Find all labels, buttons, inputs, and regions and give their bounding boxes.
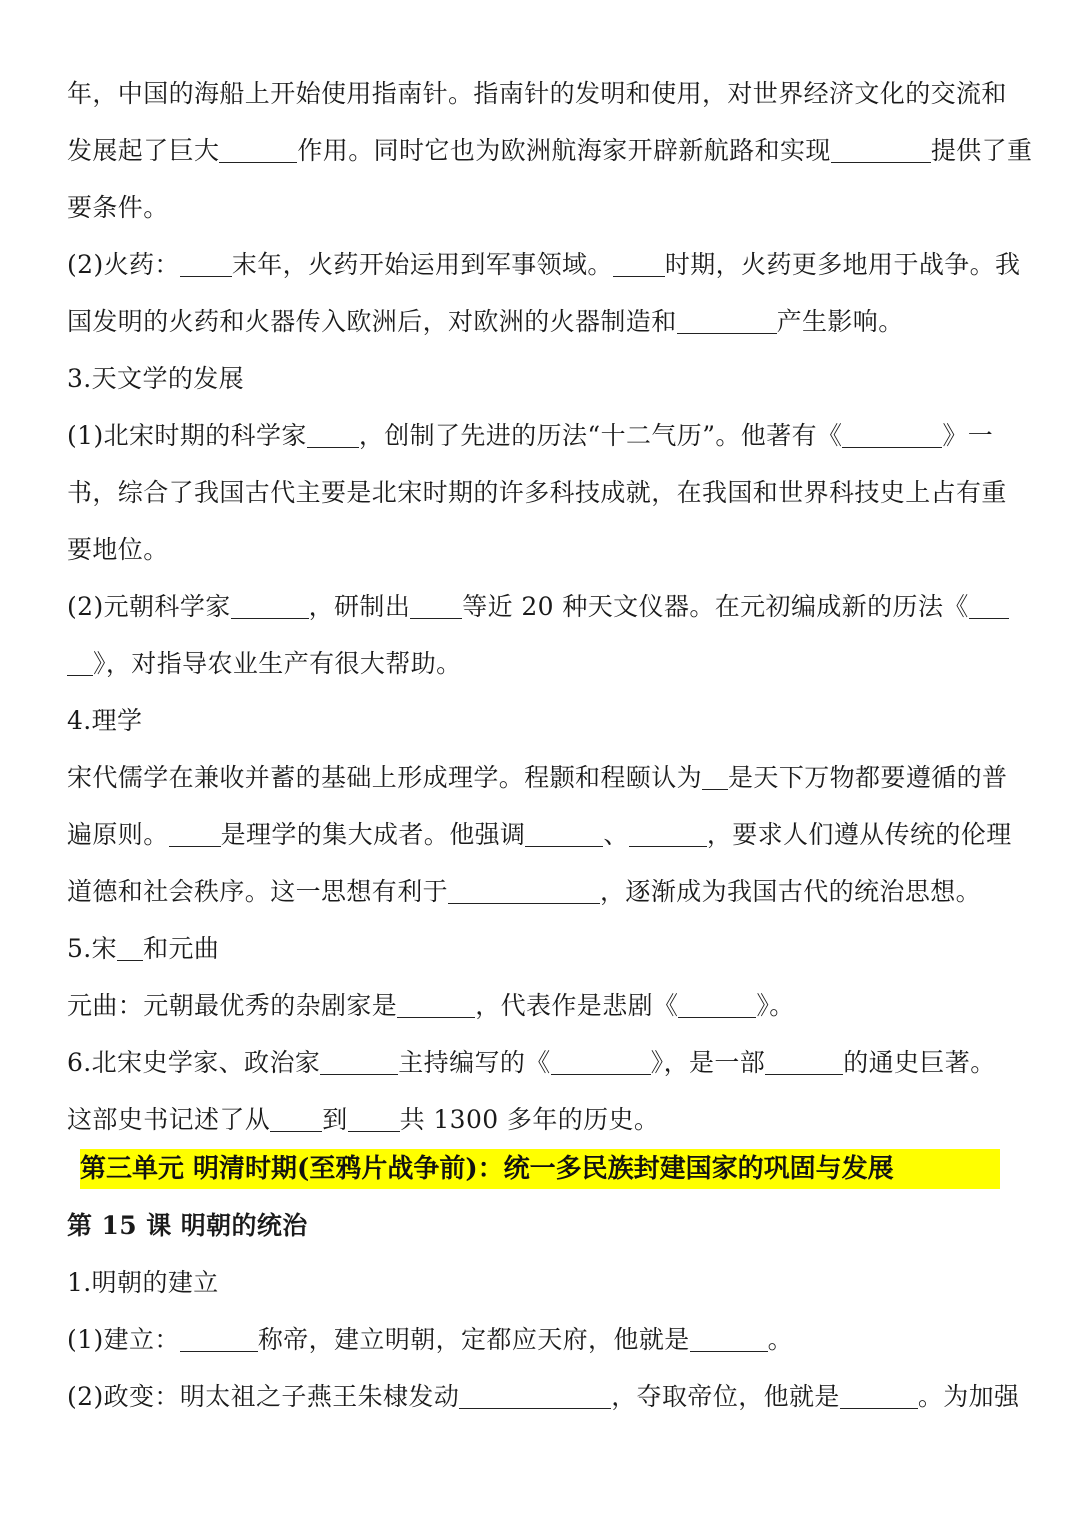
text-line: 元曲：元朝最优秀的杂剧家是 ，代表作是悲剧《 》。 [67,991,795,1020]
blank[interactable] [117,932,143,961]
text-line: (1)建立： 称帝，建立明朝，定都应天府，他就是 。 [67,1325,794,1354]
text-line: 年，中国的海船上开始使用指南针。指南针的发明和使用，对世界经济文化的交流和 [67,79,1007,108]
text-line: 国发明的火药和火器传入欧洲后，对欧洲的火器制造和 产生影响。 [67,307,904,336]
blank[interactable] [678,989,756,1018]
section-heading: 1.明朝的建立 [67,1268,219,1297]
lesson-title: 第 15 课 明朝的统治 [67,1211,308,1240]
blank[interactable] [969,590,1009,619]
text-line: 这部史书记述了从 到 共 1300 多年的历史。 [67,1105,660,1134]
blank[interactable] [765,1046,843,1075]
blank[interactable] [459,1380,611,1409]
text-line: 》，对指导农业生产有很大帮助。 [67,644,462,684]
text-line: 遍原则。 是理学的集大成者。他强调 、 ，要求人们遵从传统的伦理 [67,820,1012,849]
blank[interactable] [525,818,603,847]
blank[interactable] [410,590,462,619]
unit-title: 第三单元 明清时期(至鸦片战争前)：统一多民族封建国家的巩固与发展 [80,1149,1000,1189]
blank[interactable] [840,1380,918,1409]
blank[interactable] [219,134,297,163]
text-line: 要条件。 [67,193,169,222]
blank[interactable] [629,818,707,847]
blank[interactable] [180,1323,258,1352]
blank[interactable] [231,590,309,619]
text-line: 6.北宋史学家、政治家 主持编写的《 》，是一部 的通史巨著。 [67,1048,996,1077]
text-line: (1)北宋时期的科学家 ，创制了先进的历法“十二气历”。他著有《 》一 [67,421,994,450]
section-heading: 5.宋 和元曲 [67,934,220,963]
blank[interactable] [67,647,93,676]
blank[interactable] [551,1046,651,1075]
blank[interactable] [348,1103,400,1132]
text-line: 发展起了巨大 作用。同时它也为欧洲航海家开辟新航路和实现 提供了重 [67,136,1033,165]
blank[interactable] [307,419,359,448]
blank[interactable] [613,248,665,277]
text-line: 要地位。 [67,535,169,564]
blank[interactable] [690,1323,768,1352]
blank[interactable] [270,1103,322,1132]
blank[interactable] [842,419,942,448]
text-line: (2)火药： 末年，火药开始运用到军事领域。 时期，火药更多地用于战争。我 [67,250,1021,279]
text-line: 宋代儒学在兼收并蓄的基础上形成理学。程颢和程颐认为 是天下万物都要遵循的普 [67,763,1008,792]
blank[interactable] [702,761,728,790]
blank[interactable] [169,818,221,847]
section-heading: 4.理学 [67,706,143,735]
blank[interactable] [397,989,475,1018]
section-heading: 3.天文学的发展 [67,364,245,393]
blank[interactable] [180,248,232,277]
text-line: 书，综合了我国古代主要是北宋时期的许多科技成就，在我国和世界科技史上占有重 [67,478,1007,507]
text-line: 道德和社会秩序。这一思想有利于 ，逐渐成为我国古代的统治思想。 [67,877,982,906]
blank[interactable] [448,875,600,904]
blank[interactable] [831,134,931,163]
blank[interactable] [677,305,777,334]
text-line: (2)政变：明太祖之子燕王朱棣发动 ，夺取帝位，他就是 。为加强 [67,1382,1020,1411]
blank[interactable] [320,1046,398,1075]
text-line: (2)元朝科学家 ，研制出 等近 20 种天文仪器。在元初编成新的历法《 [67,587,1009,627]
